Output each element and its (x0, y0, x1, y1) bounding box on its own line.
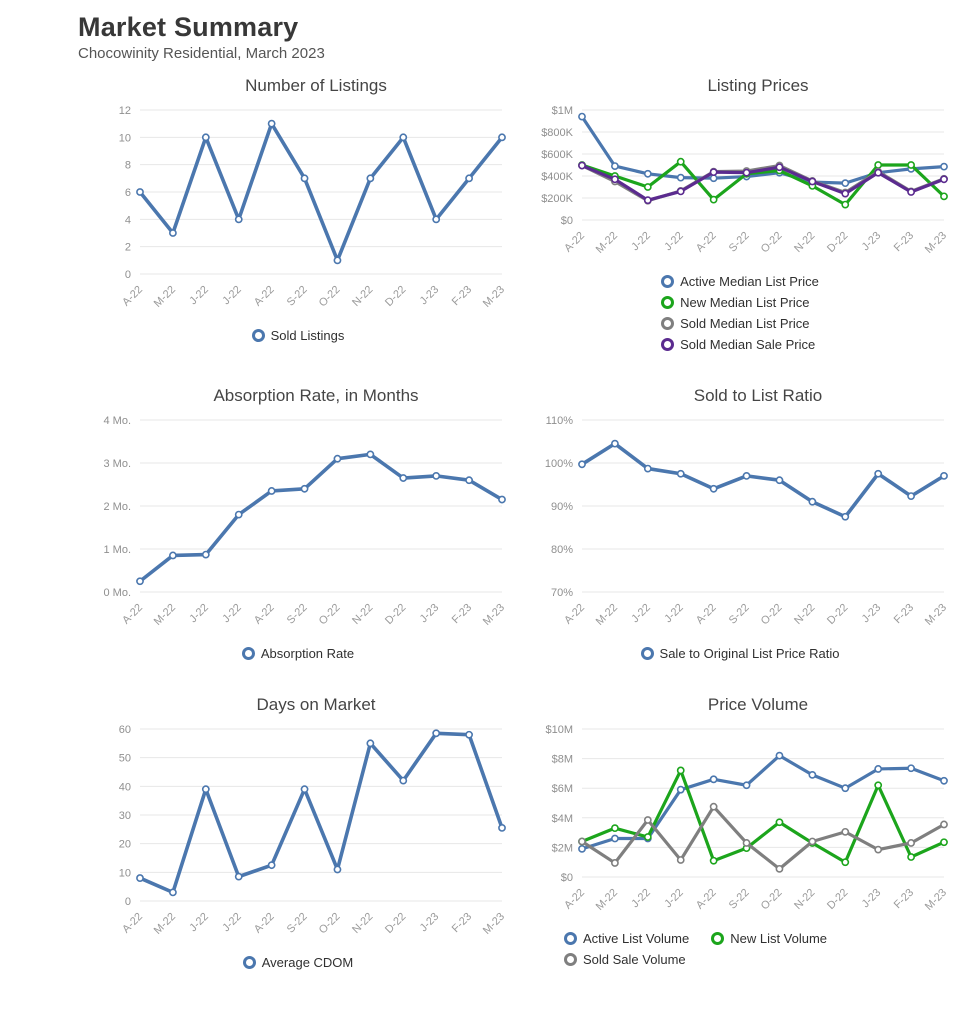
x-tick-label: S-22 (284, 601, 310, 627)
data-point-marker (466, 175, 472, 181)
data-point-marker (301, 175, 307, 181)
data-point-marker (269, 121, 275, 127)
listing-prices-plot (520, 100, 960, 272)
y-tick-label: $4M (551, 812, 573, 825)
data-point-marker (809, 499, 815, 505)
charts-grid (78, 76, 958, 970)
x-tick-label: O-22 (316, 910, 343, 937)
data-point-marker (499, 825, 505, 831)
chart-legend (78, 646, 518, 661)
data-point-marker (875, 162, 881, 168)
x-tick-label: A-22 (562, 886, 588, 912)
x-tick-label: A-22 (251, 910, 277, 936)
x-tick-label: O-22 (758, 886, 785, 913)
x-tick-label: M-23 (922, 229, 950, 256)
y-tick-label: 12 (118, 105, 131, 117)
y-tick-label: 90% (550, 501, 573, 513)
y-tick-label: 1 Mo. (103, 544, 131, 556)
data-point-marker (842, 859, 848, 865)
x-tick-label: J-22 (187, 283, 211, 308)
data-point-marker (203, 786, 209, 792)
data-point-marker (645, 171, 651, 177)
y-tick-label: 0 (124, 269, 131, 281)
data-point-marker (367, 175, 373, 181)
x-tick-label: J-23 (417, 910, 442, 935)
y-tick-label: 50 (118, 752, 131, 765)
data-point-marker (645, 184, 651, 190)
data-point-marker (941, 176, 947, 182)
data-point-marker (743, 840, 749, 846)
data-point-marker (941, 193, 947, 199)
y-tick-label: 20 (118, 838, 131, 851)
x-tick-label: F-23 (449, 283, 475, 309)
chart-title: Number of Listings (245, 76, 387, 95)
legend-item (641, 646, 840, 661)
x-tick-label: A-22 (562, 229, 588, 255)
legend-item (564, 952, 686, 967)
legend-label: Sold Median List Price (680, 316, 810, 331)
data-point-marker (941, 164, 947, 170)
y-tick-label: 100% (544, 458, 573, 470)
legend-item (252, 328, 345, 343)
legend-label: Active List Volume (583, 931, 690, 946)
y-tick-label: 110% (545, 415, 573, 427)
y-tick-label: $200K (541, 193, 573, 205)
x-tick-label: F-23 (891, 229, 917, 255)
data-point-marker (334, 866, 340, 872)
data-point-marker (842, 829, 848, 835)
data-point-marker (941, 821, 947, 827)
data-point-marker (170, 552, 176, 558)
data-point-marker (400, 134, 406, 140)
y-tick-label: 30 (118, 810, 131, 822)
data-point-marker (499, 496, 505, 502)
x-tick-label: O-22 (316, 601, 343, 628)
data-point-marker (776, 477, 782, 483)
y-tick-label: 4 Mo. (103, 415, 131, 427)
data-point-marker (612, 835, 618, 841)
data-point-marker (137, 578, 143, 584)
legend-item (711, 931, 827, 946)
x-tick-label: M-22 (593, 601, 621, 628)
data-point-marker (612, 860, 618, 866)
legend-label: Active Median List Price (680, 274, 819, 289)
data-point-marker (908, 493, 914, 499)
x-tick-label: M-22 (593, 886, 621, 913)
y-tick-label: $0 (560, 872, 573, 884)
data-point-marker (499, 134, 505, 140)
series-ring-icon (711, 932, 724, 945)
data-point-marker (466, 477, 472, 483)
legend-item (661, 337, 815, 352)
x-tick-label: O-22 (316, 283, 343, 310)
x-tick-label: O-22 (758, 229, 785, 256)
x-tick-label: M-22 (151, 910, 179, 937)
series-ring-icon (242, 647, 255, 660)
y-tick-label: $600K (541, 149, 573, 161)
data-point-marker (776, 164, 782, 170)
chart-title: Absorption Rate, in Months (213, 386, 419, 405)
legend-item (564, 931, 689, 946)
data-point-marker (875, 847, 881, 853)
x-tick-label: M-22 (593, 229, 621, 256)
x-tick-label: A-22 (251, 283, 277, 309)
legend-label: New Median List Price (680, 295, 810, 310)
data-point-marker (400, 778, 406, 784)
x-tick-label: N-22 (792, 229, 818, 255)
data-point-marker (743, 473, 749, 479)
data-point-marker (678, 857, 684, 863)
x-tick-label: M-23 (480, 601, 508, 628)
data-point-marker (203, 551, 209, 557)
chart-legend (564, 931, 916, 967)
data-point-marker (711, 776, 717, 782)
x-tick-label: D-22 (825, 886, 851, 912)
x-tick-label: A-22 (693, 601, 719, 627)
x-tick-label: J-22 (662, 886, 686, 911)
data-point-marker (842, 785, 848, 791)
series-ring-icon (252, 329, 265, 342)
chart-legend (661, 274, 819, 352)
x-tick-label: F-23 (449, 601, 475, 627)
y-tick-label: 3 Mo. (103, 458, 131, 470)
y-tick-label: 60 (118, 724, 131, 736)
data-point-marker (203, 134, 209, 140)
series-ring-icon (661, 296, 674, 309)
y-tick-label: 40 (118, 781, 131, 794)
data-point-marker (367, 740, 373, 746)
chart-legend (78, 955, 518, 970)
x-tick-label: J-22 (629, 229, 653, 254)
y-tick-label: $800K (541, 127, 573, 139)
data-point-marker (875, 471, 881, 477)
series-ring-icon (661, 275, 674, 288)
x-tick-label: D-22 (383, 601, 409, 627)
data-point-marker (809, 838, 815, 844)
legend-item (661, 295, 809, 310)
data-point-marker (236, 874, 242, 880)
legend-label: Absorption Rate (260, 646, 355, 661)
x-tick-label: N-22 (350, 910, 376, 936)
data-point-marker (941, 473, 947, 479)
x-tick-label: A-22 (251, 601, 277, 627)
data-point-marker (908, 854, 914, 860)
absorption-rate-plot (78, 410, 518, 644)
chart-sold-to-list-ratio (520, 386, 960, 661)
data-point-marker (645, 834, 651, 840)
x-tick-label: D-22 (825, 229, 851, 255)
chart-legend (520, 646, 960, 661)
data-point-marker (941, 778, 947, 784)
x-tick-label: J-22 (220, 910, 244, 935)
number-of-listings-plot (78, 100, 518, 326)
data-point-marker (170, 230, 176, 236)
data-point-marker (875, 782, 881, 788)
data-point-marker (269, 862, 275, 868)
series-ring-icon (661, 338, 674, 351)
data-point-marker (236, 512, 242, 518)
days-on-market-plot (78, 719, 518, 953)
data-point-marker (137, 875, 143, 881)
data-point-marker (678, 175, 684, 181)
data-point-marker (908, 840, 914, 846)
data-point-marker (908, 162, 914, 168)
data-point-marker (579, 461, 585, 467)
data-point-marker (941, 839, 947, 845)
y-tick-label: $1M (551, 105, 573, 117)
data-point-marker (842, 514, 848, 520)
x-tick-label: A-22 (693, 886, 719, 912)
data-point-marker (678, 159, 684, 165)
data-point-marker (367, 451, 373, 457)
legend-label: Sold Sale Volume (583, 952, 686, 967)
data-point-marker (170, 889, 176, 895)
data-point-marker (875, 170, 881, 176)
sold-to-list-ratio-plot (520, 410, 960, 644)
data-point-marker (678, 787, 684, 793)
data-point-marker (612, 163, 618, 169)
data-point-marker (612, 441, 618, 447)
data-point-marker (433, 216, 439, 222)
data-point-marker (842, 180, 848, 186)
data-point-marker (301, 486, 307, 492)
x-tick-label: J-22 (629, 601, 653, 626)
x-tick-label: J-23 (417, 601, 442, 626)
x-tick-label: J-23 (417, 283, 442, 308)
data-point-marker (645, 465, 651, 471)
data-point-marker (269, 488, 275, 494)
data-point-marker (334, 257, 340, 263)
data-point-marker (875, 766, 881, 772)
chart-days-on-market (78, 695, 518, 970)
price-volume-plot (520, 719, 960, 929)
y-tick-label: 10 (118, 867, 131, 880)
y-tick-label: 8 (124, 159, 131, 172)
x-tick-label: S-22 (284, 910, 310, 936)
x-tick-label: A-22 (562, 601, 588, 627)
series-ring-icon (564, 932, 577, 945)
data-point-marker (711, 169, 717, 175)
x-tick-label: D-22 (383, 283, 409, 309)
data-point-marker (334, 456, 340, 462)
y-tick-label: 0 Mo. (103, 587, 131, 599)
series-ring-icon (243, 956, 256, 969)
data-point-marker (579, 162, 585, 168)
chart-title: Days on Market (256, 695, 376, 714)
x-tick-label: A-22 (693, 229, 719, 255)
x-tick-label: N-22 (792, 601, 818, 627)
x-tick-label: A-22 (120, 283, 146, 309)
data-point-marker (579, 846, 585, 852)
legend-item (242, 646, 354, 661)
data-point-marker (776, 866, 782, 872)
x-tick-label: F-23 (449, 910, 475, 936)
chart-title: Price Volume (707, 695, 809, 714)
x-tick-label: J-22 (662, 601, 686, 626)
data-point-marker (842, 202, 848, 208)
x-tick-label: J-23 (859, 601, 884, 626)
legend-item (243, 955, 354, 970)
legend-label: Average CDOM (261, 955, 354, 970)
data-point-marker (612, 825, 618, 831)
data-point-marker (711, 858, 717, 864)
y-tick-label: $0 (560, 215, 573, 227)
data-point-marker (301, 786, 307, 792)
data-point-marker (842, 191, 848, 197)
x-tick-label: J-23 (859, 886, 884, 911)
y-tick-label: 10 (118, 132, 131, 145)
page-subtitle: Chocowinity Residential, March 2023 (78, 45, 325, 62)
x-tick-label: S-22 (284, 283, 310, 309)
x-tick-label: M-22 (151, 283, 179, 310)
y-tick-label: 2 Mo. (103, 501, 131, 513)
y-tick-label: 80% (550, 544, 573, 556)
y-tick-label: 0 (124, 896, 131, 908)
x-tick-label: D-22 (383, 910, 409, 936)
data-point-marker (400, 475, 406, 481)
legend-item (661, 316, 809, 331)
page-title: Market Summary (78, 12, 299, 42)
data-point-marker (711, 486, 717, 492)
data-point-marker (711, 804, 717, 810)
series-ring-icon (641, 647, 654, 660)
chart-number-of-listings (78, 76, 518, 352)
chart-price-volume (520, 695, 960, 970)
y-tick-label: $8M (551, 753, 573, 766)
x-tick-label: S-22 (726, 886, 752, 912)
x-tick-label: J-23 (859, 229, 884, 254)
data-point-marker (236, 216, 242, 222)
legend-label: Sale to Original List Price Ratio (659, 646, 840, 661)
data-point-marker (645, 197, 651, 203)
data-point-marker (579, 114, 585, 120)
data-point-marker (137, 189, 143, 195)
data-point-marker (433, 730, 439, 736)
x-tick-label: J-22 (187, 601, 211, 626)
y-tick-label: 70% (550, 587, 573, 599)
chart-legend (78, 328, 518, 343)
legend-item (661, 274, 819, 289)
data-point-marker (579, 838, 585, 844)
y-tick-label: 6 (124, 187, 131, 199)
series-ring-icon (564, 953, 577, 966)
report-header (78, 12, 958, 62)
data-point-marker (466, 732, 472, 738)
x-tick-label: M-22 (151, 601, 179, 628)
data-point-marker (433, 473, 439, 479)
y-tick-label: $2M (551, 842, 573, 855)
data-point-marker (711, 197, 717, 203)
data-point-marker (645, 817, 651, 823)
y-tick-label: 2 (124, 241, 131, 254)
x-tick-label: J-22 (629, 886, 653, 911)
x-tick-label: M-23 (480, 910, 508, 937)
x-tick-label: J-22 (187, 910, 211, 935)
chart-title: Listing Prices (707, 76, 809, 95)
x-tick-label: A-22 (120, 601, 146, 627)
legend-label: Sold Median Sale Price (680, 337, 816, 352)
data-point-marker (776, 753, 782, 759)
x-tick-label: S-22 (726, 601, 752, 627)
data-point-marker (743, 782, 749, 788)
y-tick-label: $10M (545, 724, 573, 736)
y-tick-label: 4 (124, 214, 131, 227)
x-tick-label: F-23 (891, 601, 917, 627)
y-tick-label: $6M (551, 783, 573, 796)
data-point-marker (908, 765, 914, 771)
data-point-marker (809, 178, 815, 184)
chart-absorption-rate (78, 386, 518, 661)
x-tick-label: N-22 (350, 601, 376, 627)
data-point-marker (809, 772, 815, 778)
data-point-marker (678, 471, 684, 477)
x-tick-label: D-22 (825, 601, 851, 627)
data-point-marker (908, 189, 914, 195)
x-tick-label: J-22 (662, 229, 686, 254)
data-point-marker (612, 176, 618, 182)
x-tick-label: M-23 (922, 886, 950, 913)
data-point-marker (743, 170, 749, 176)
chart-listing-prices (520, 76, 960, 352)
data-point-marker (678, 767, 684, 773)
data-point-marker (776, 819, 782, 825)
legend-label: Sold Listings (270, 328, 345, 343)
x-tick-label: F-23 (891, 886, 917, 912)
x-tick-label: N-22 (350, 283, 376, 309)
x-tick-label: O-22 (758, 601, 785, 628)
y-tick-label: $400K (541, 171, 573, 183)
legend-label: New List Volume (730, 931, 828, 946)
x-tick-label: J-22 (220, 601, 244, 626)
x-tick-label: M-23 (480, 283, 508, 310)
series-ring-icon (661, 317, 674, 330)
x-tick-label: N-22 (792, 886, 818, 912)
data-point-marker (678, 188, 684, 194)
x-tick-label: A-22 (120, 910, 146, 936)
x-tick-label: M-23 (922, 601, 950, 628)
x-tick-label: J-22 (220, 283, 244, 308)
chart-title: Sold to List Ratio (693, 386, 823, 405)
x-tick-label: S-22 (726, 229, 752, 255)
